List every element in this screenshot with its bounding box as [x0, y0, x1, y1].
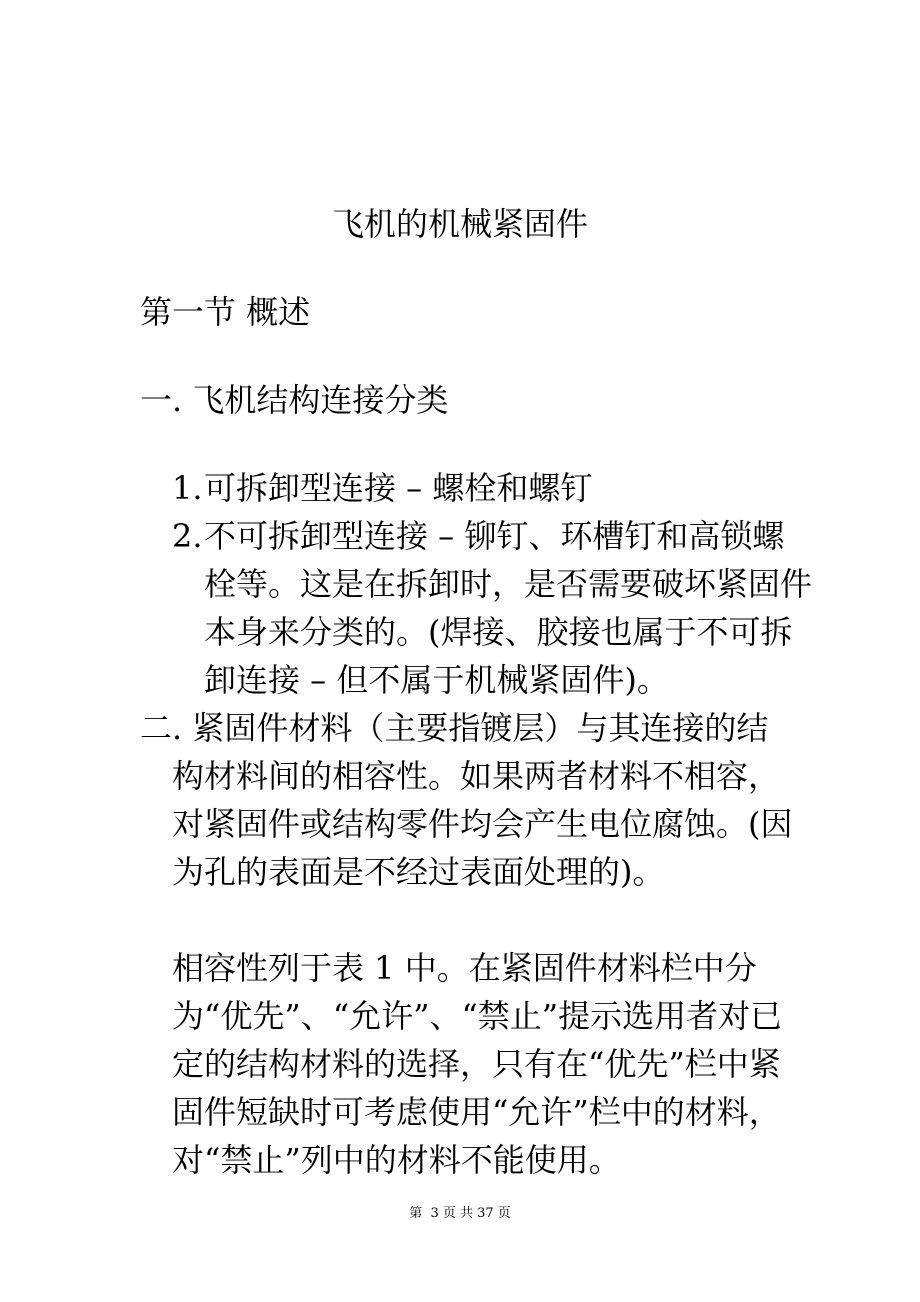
- document-title: 飞机的机械紧固件: [331, 205, 588, 243]
- list-item-number: 2.: [172, 517, 203, 555]
- compatibility-paragraph: 相容性列于表 1 中。在紧固件材料栏中分为“优先”、“允许”、“禁止”提示选用者对已定的结构材料的选择，只有在“优先”栏中紧固件短缺时可考虑使用“允许”栏中的材料，对“禁止”列中的材料不能使用。: [172, 949, 783, 1179]
- list-item: [172, 464, 812, 512]
- list-item: [172, 512, 812, 704]
- connection-type-list: [172, 464, 812, 704]
- list-item-text: 不可拆卸型连接 – 铆钉、环槽钉和高锁螺栓等。这是在拆卸时，是否需要破坏紧固件本身来分类的。(焊接、胶接也属于不可拆卸连接 – 但不属于机械紧固件)。: [204, 517, 813, 699]
- list-item-text: 可拆卸型连接 – 螺栓和螺钉: [204, 469, 593, 507]
- page-footer: 第 3 页 共 37 页: [409, 1206, 511, 1221]
- section-heading: 第一节 概述: [140, 293, 311, 331]
- item-two-paragraph: 二. 紧固件材料（主要指镀层）与其连接的结构材料间的相容性。如果两者材料不相容，对紧固件或结构零件均会产生电位腐蚀。(因为孔的表面是不经过表面处理的)。: [140, 709, 793, 891]
- list-item-number: 1.: [172, 469, 203, 507]
- item-one-heading: 一. 飞机结构连接分类: [140, 381, 449, 419]
